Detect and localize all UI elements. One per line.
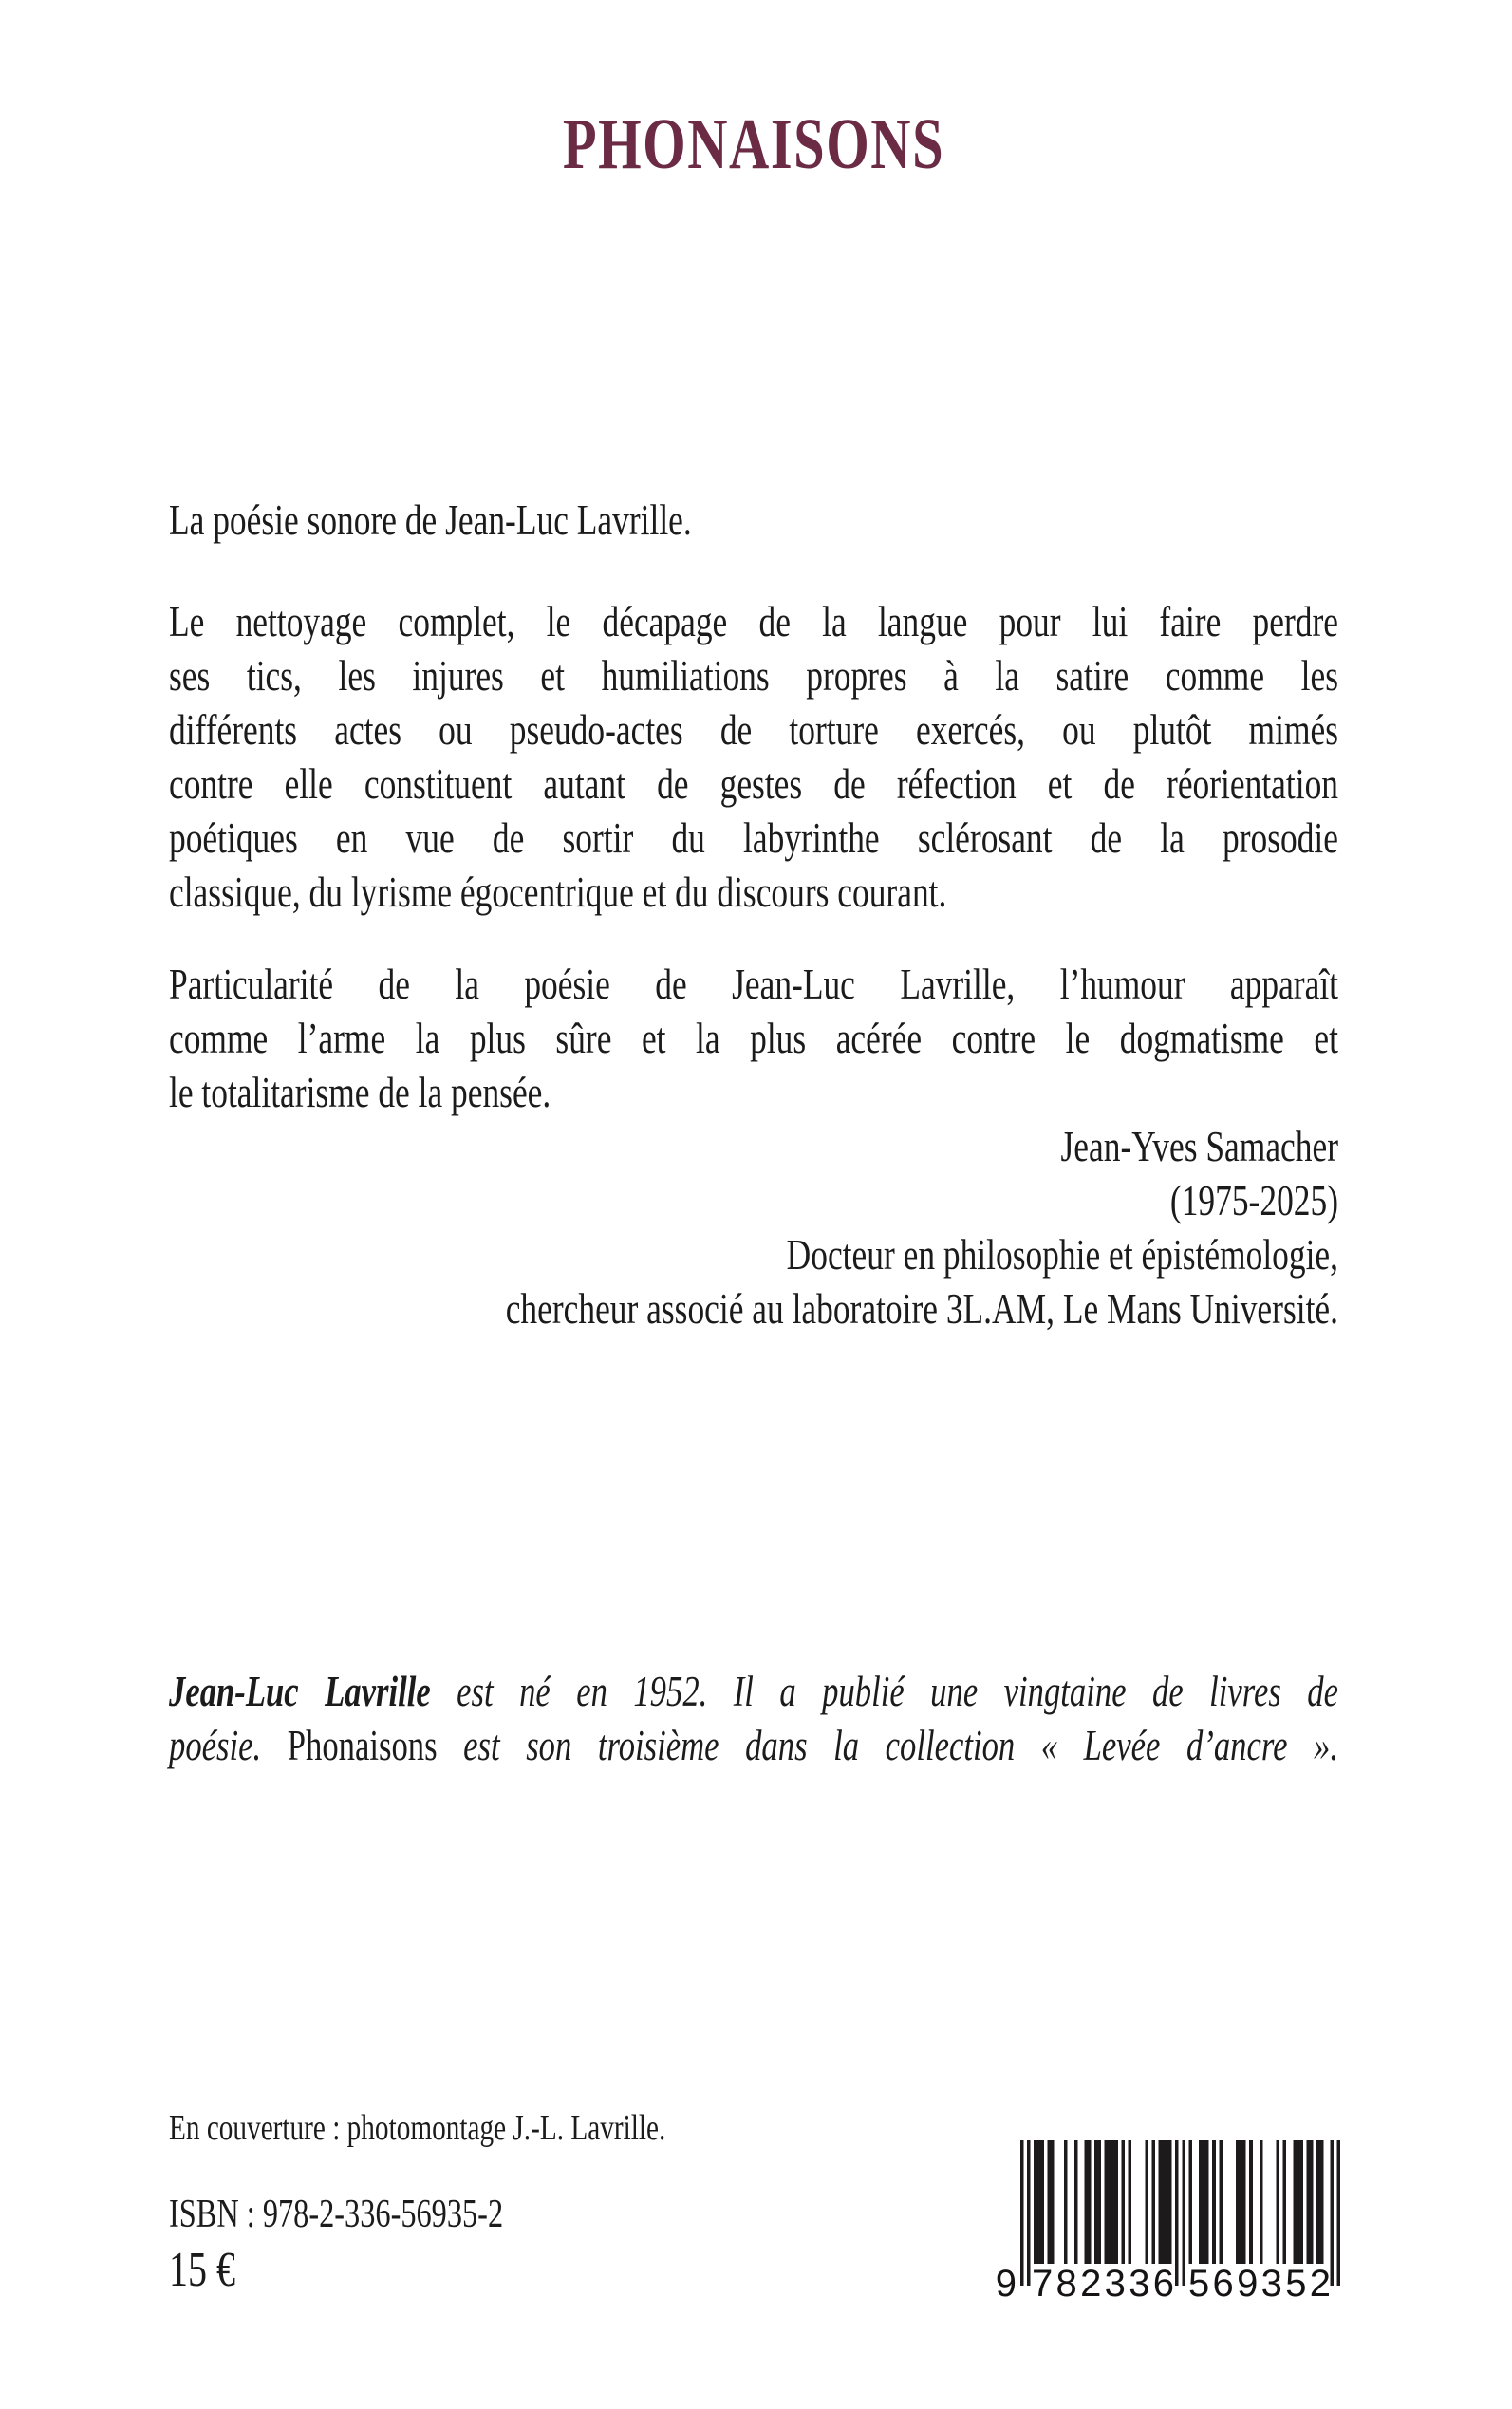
text-run: poésie.: [169, 1722, 288, 1769]
reviewer-signature: [169, 1119, 1338, 1335]
barcode-digit: 8: [1055, 2263, 1077, 2305]
text-line: différents actes ou pseudo-actes de torture exercés, ou plutôt mimés: [169, 705, 1338, 754]
barcode-digit: 6: [1212, 2263, 1234, 2305]
synopsis-paragraph-1: [169, 594, 1338, 919]
text-line: poétiques en vue de sortir du labyrinthe sclérosant de la prosodie: [169, 813, 1338, 862]
text-run: est son troisième dans la collection « Levée d’ancre ».: [437, 1722, 1339, 1769]
text-line: Jean-Yves Samacher: [1060, 1122, 1338, 1170]
barcode-digit: 3: [1104, 2263, 1126, 2305]
text-line: contre elle constituent autant de gestes de réfection et de réorientation: [169, 759, 1338, 808]
isbn-text: ISBN : 978-2-336-56935-2: [169, 2193, 504, 2236]
synopsis-paragraph-2: [169, 957, 1338, 1119]
barcode-digits: [995, 2263, 1340, 2306]
text-run: est né en 1952. Il a publié une vingtaine de livres de: [430, 1668, 1338, 1715]
text-line: classique, du lyrisme égocentrique et du discours courant.: [169, 868, 947, 916]
text-run: Jean-Luc Lavrille: [169, 1668, 431, 1715]
text-line: le totalitarisme de la pensée.: [169, 1068, 551, 1116]
barcode-first-digit: 9: [995, 2263, 1017, 2305]
barcode-digit: 3: [1129, 2263, 1150, 2305]
barcode-digit: 5: [1188, 2263, 1210, 2305]
barcode-digit: 3: [1260, 2263, 1282, 2305]
text-line: ses tics, les injures et humiliations propres à la satire comme les: [169, 651, 1338, 700]
barcode-digit: 6: [1152, 2263, 1174, 2305]
text-line: Le nettoyage complet, le décapage de la langue pour lui faire perdre: [169, 597, 1338, 645]
author-note: [169, 1665, 1338, 1773]
barcode-digit: 7: [1032, 2263, 1054, 2305]
text-line: Docteur en philosophie et épistémologie,: [786, 1230, 1338, 1279]
text-run: Phonaisons: [287, 1722, 438, 1769]
barcode: [995, 2140, 1340, 2305]
barcode-right-digit-group: [1188, 2264, 1331, 2304]
price-text: 15 €: [169, 2243, 236, 2297]
text-line: (1975-2025): [1169, 1176, 1338, 1224]
barcode-digit: 2: [1309, 2263, 1331, 2305]
text-line: [169, 1719, 1338, 1773]
text-line: comme l’arme la plus sûre et la plus acérée contre le dogmatisme et: [169, 1014, 1338, 1062]
book-title: PHONAISONS: [562, 104, 945, 184]
text-line: Particularité de la poésie de Jean-Luc Lavrille, l’humour apparaît: [169, 960, 1338, 1008]
text-line: [169, 1665, 1338, 1719]
synopsis-intro: La poésie sonore de Jean-Luc Lavrille.: [169, 495, 692, 544]
barcode-digit: 2: [1080, 2263, 1102, 2305]
barcode-left-digit-group: [1032, 2264, 1174, 2304]
barcode-digit: 9: [1237, 2263, 1259, 2305]
barcode-digit: 5: [1285, 2263, 1307, 2305]
text-line: chercheur associé au laboratoire 3L.AM, Le Mans Université.: [505, 1284, 1338, 1333]
cover-credit: En couverture : photomontage J.-L. Lavrille.: [169, 2108, 666, 2148]
